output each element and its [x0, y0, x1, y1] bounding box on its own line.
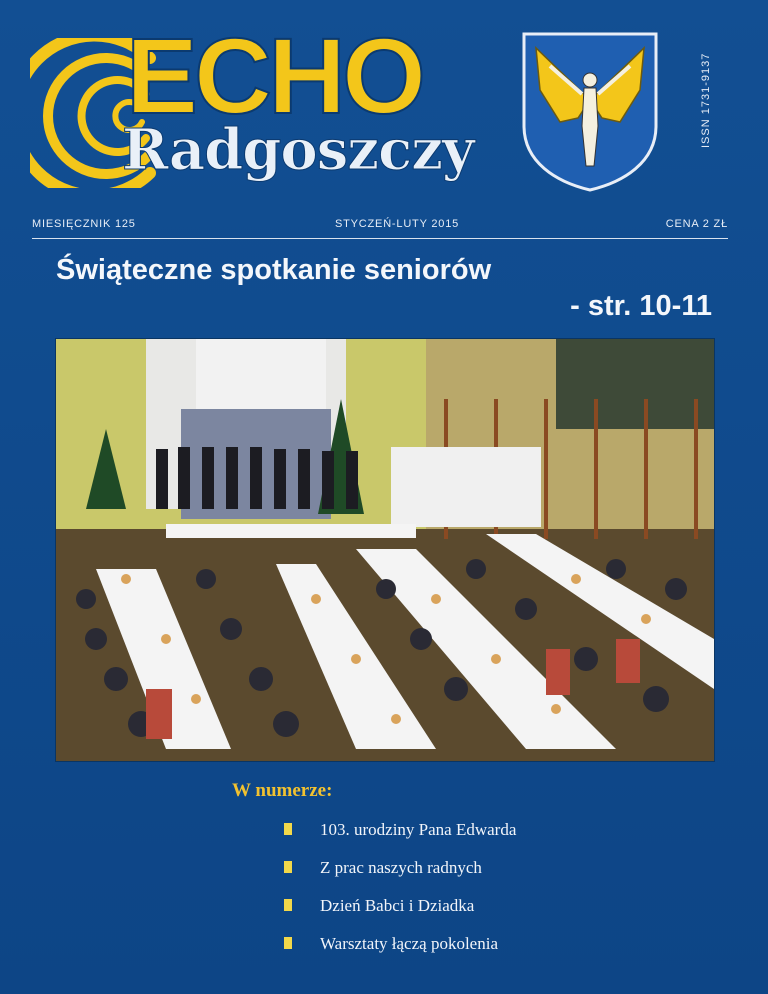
toc-item-label: 103. urodziny Pana Edwarda — [320, 820, 517, 839]
coat-of-arms-icon — [520, 30, 660, 192]
toc-item-label: Dzień Babci i Dziadka — [320, 896, 475, 915]
bullet-icon — [284, 823, 292, 835]
toc-item-label: Warsztaty łączą pokolenia — [320, 934, 498, 953]
toc-list — [232, 818, 692, 970]
table-of-contents — [232, 780, 692, 970]
bullet-icon — [284, 937, 292, 949]
echo-logo — [30, 15, 480, 198]
toc-item[interactable] — [284, 856, 692, 894]
toc-item[interactable] — [284, 818, 692, 856]
issue-price: CENA 2 ZŁ — [665, 218, 728, 230]
logo-echo-text: ECHO — [126, 15, 423, 136]
divider — [32, 238, 728, 239]
cover-headline — [56, 252, 716, 324]
cover-photo — [55, 338, 715, 762]
bullet-icon — [284, 899, 292, 911]
issue-number: MIESIĘCZNIK 125 — [32, 218, 136, 230]
headline-line-2: - str. 10-11 — [570, 290, 712, 322]
senior-gathering-photo — [56, 339, 714, 761]
bullet-icon — [284, 861, 292, 873]
toc-item[interactable] — [284, 894, 692, 932]
issue-date: STYCZEŃ-LUTY 2015 — [335, 218, 460, 230]
toc-item[interactable] — [284, 932, 692, 970]
issn-number: ISSN 1731-9137 — [700, 52, 712, 148]
toc-title: W numerze: — [232, 780, 333, 801]
toc-item-label: Z prac naszych radnych — [320, 858, 482, 877]
logo-radgoszczy-text: Radgoszczy — [122, 117, 474, 183]
issue-meta-row — [32, 218, 728, 234]
headline-line-1: Świąteczne spotkanie seniorów — [56, 254, 492, 286]
